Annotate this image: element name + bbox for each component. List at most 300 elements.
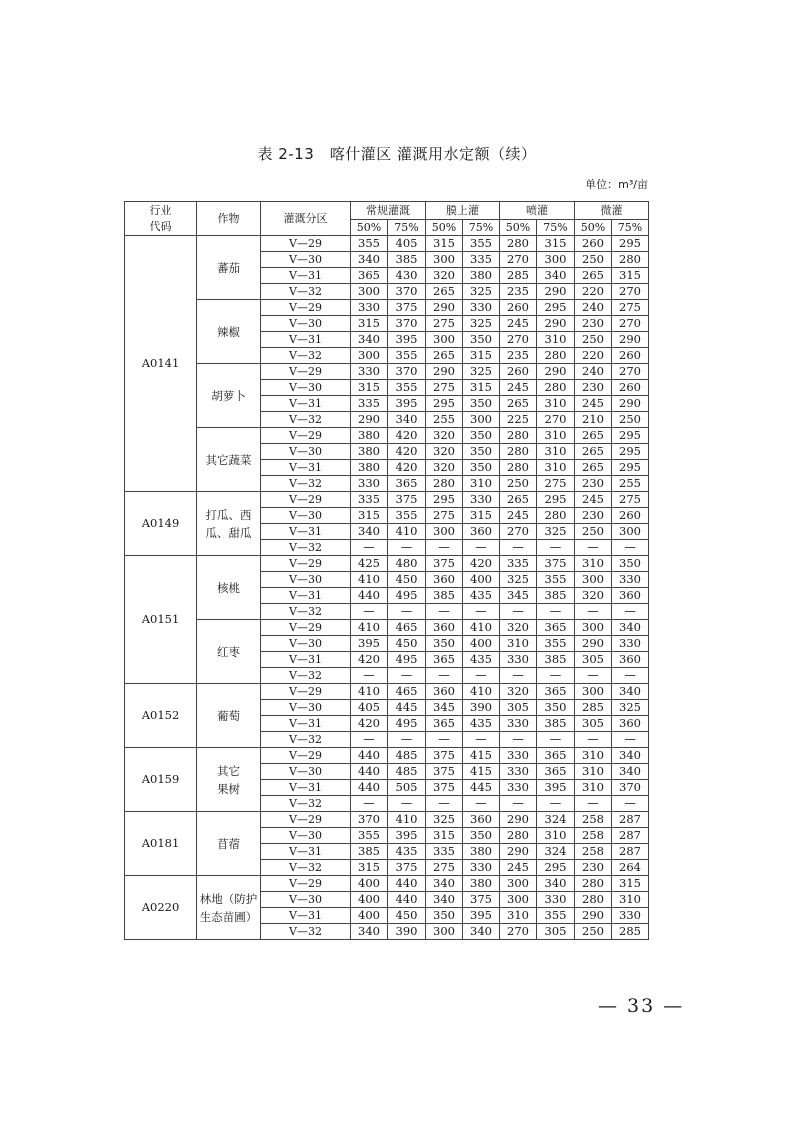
quota-value-cell: 295	[612, 428, 649, 444]
quota-value-cell: 315	[426, 828, 463, 844]
quota-value-cell: 305	[575, 652, 612, 668]
quota-value-cell: 335	[500, 556, 537, 572]
quota-value-cell: 330	[612, 636, 649, 652]
quota-value-cell: 258	[575, 828, 612, 844]
quota-value-cell: 275	[426, 860, 463, 876]
quota-value-cell: 395	[463, 908, 500, 924]
quota-value-cell: 400	[351, 908, 388, 924]
quota-value-cell: 245	[500, 380, 537, 396]
quota-value-cell: 290	[500, 844, 537, 860]
header-percent: 50%	[575, 220, 612, 236]
quota-value-cell: 270	[500, 252, 537, 268]
quota-value-cell: 350	[612, 556, 649, 572]
table-row	[125, 620, 649, 636]
quota-value-cell: —	[612, 732, 649, 748]
quota-value-cell: 280	[537, 380, 575, 396]
quota-value-cell: 320	[500, 620, 537, 636]
quota-value-cell: 340	[612, 620, 649, 636]
quota-value-cell: 440	[351, 764, 388, 780]
quota-value-cell: 365	[537, 764, 575, 780]
quota-value-cell: 385	[537, 652, 575, 668]
quota-value-cell: —	[351, 732, 388, 748]
zone-cell: V—29	[261, 748, 351, 764]
quota-value-cell: 270	[500, 332, 537, 348]
quota-value-cell: 350	[463, 428, 500, 444]
quota-value-cell: 324	[537, 844, 575, 860]
quota-value-cell: 330	[463, 300, 500, 316]
quota-value-cell: 350	[426, 908, 463, 924]
quota-value-cell: 265	[426, 348, 463, 364]
quota-value-cell: —	[537, 668, 575, 684]
table-row	[125, 684, 649, 700]
quota-value-cell: 350	[426, 636, 463, 652]
quota-value-cell: 280	[537, 348, 575, 364]
quota-value-cell: 325	[537, 524, 575, 540]
quota-value-cell: 375	[388, 300, 426, 316]
zone-cell: V—30	[261, 508, 351, 524]
industry-code-cell: A0159	[125, 748, 197, 812]
page-number: — 33 —	[598, 995, 685, 1017]
quota-value-cell: 310	[612, 892, 649, 908]
zone-cell: V—31	[261, 588, 351, 604]
quota-value-cell: 375	[426, 780, 463, 796]
quota-value-cell: 285	[500, 268, 537, 284]
header-percent: 50%	[500, 220, 537, 236]
header-method-micro: 微灌	[575, 202, 649, 220]
quota-value-cell: 440	[351, 748, 388, 764]
quota-value-cell: 330	[612, 908, 649, 924]
quota-value-cell: 330	[500, 764, 537, 780]
quota-value-cell: 250	[500, 476, 537, 492]
quota-value-cell: 420	[388, 444, 426, 460]
quota-value-cell: —	[612, 796, 649, 812]
quota-value-cell: 340	[612, 764, 649, 780]
industry-code-cell: A0152	[125, 684, 197, 748]
header-percent: 50%	[426, 220, 463, 236]
quota-value-cell: 220	[575, 284, 612, 300]
quota-value-cell: 280	[426, 476, 463, 492]
zone-cell: V—31	[261, 332, 351, 348]
quota-value-cell: 270	[500, 924, 537, 940]
quota-value-cell: 270	[500, 524, 537, 540]
quota-value-cell: 250	[612, 412, 649, 428]
zone-cell: V—30	[261, 764, 351, 780]
zone-cell: V—29	[261, 620, 351, 636]
quota-value-cell: 435	[463, 716, 500, 732]
zone-cell: V—29	[261, 300, 351, 316]
quota-value-cell: 280	[612, 252, 649, 268]
quota-value-cell: 355	[351, 828, 388, 844]
quota-value-cell: 310	[463, 476, 500, 492]
quota-value-cell: 325	[612, 700, 649, 716]
industry-code-cell: A0151	[125, 556, 197, 684]
quota-value-cell: 235	[500, 284, 537, 300]
zone-cell: V—29	[261, 236, 351, 252]
table-body	[125, 236, 649, 940]
header-method-sprinkler: 喷灌	[500, 202, 575, 220]
quota-value-cell: 355	[537, 572, 575, 588]
quota-value-cell: 300	[537, 252, 575, 268]
quota-value-cell: 250	[575, 252, 612, 268]
quota-value-cell: —	[575, 796, 612, 812]
quota-value-cell: 495	[388, 652, 426, 668]
quota-value-cell: 375	[388, 492, 426, 508]
quota-value-cell: 485	[388, 748, 426, 764]
quota-value-cell: 410	[463, 684, 500, 700]
quota-value-cell: 505	[388, 780, 426, 796]
quota-value-cell: 280	[500, 460, 537, 476]
quota-value-cell: 305	[575, 716, 612, 732]
quota-value-cell: 450	[388, 572, 426, 588]
quota-value-cell: 330	[500, 780, 537, 796]
quota-value-cell: 390	[388, 924, 426, 940]
quota-value-cell: 355	[388, 348, 426, 364]
crop-name-cell: 打瓜、西 瓜、甜瓜	[197, 492, 261, 556]
quota-value-cell: 355	[351, 236, 388, 252]
quota-value-cell: 365	[426, 652, 463, 668]
quota-value-cell: 260	[500, 364, 537, 380]
header-percent: 75%	[463, 220, 500, 236]
quota-value-cell: 330	[351, 476, 388, 492]
quota-value-cell: —	[388, 604, 426, 620]
zone-cell: V—31	[261, 844, 351, 860]
quota-value-cell: 435	[463, 588, 500, 604]
quota-value-cell: 445	[388, 700, 426, 716]
quota-value-cell: 340	[537, 268, 575, 284]
quota-value-cell: 375	[426, 764, 463, 780]
industry-code-cell: A0149	[125, 492, 197, 556]
quota-value-cell: 430	[388, 268, 426, 284]
quota-value-cell: 310	[575, 748, 612, 764]
zone-cell: V—31	[261, 652, 351, 668]
quota-value-cell: 310	[537, 460, 575, 476]
quota-value-cell: 240	[575, 364, 612, 380]
quota-value-cell: 240	[575, 300, 612, 316]
quota-value-cell: 355	[388, 380, 426, 396]
quota-value-cell: 335	[351, 492, 388, 508]
zone-cell: V—29	[261, 428, 351, 444]
zone-cell: V—31	[261, 780, 351, 796]
quota-value-cell: 290	[575, 636, 612, 652]
quota-value-cell: 355	[463, 236, 500, 252]
header-method-conventional: 常规灌溉	[351, 202, 426, 220]
quota-value-cell: —	[351, 540, 388, 556]
quota-value-cell: —	[426, 796, 463, 812]
quota-value-cell: 280	[537, 508, 575, 524]
quota-value-cell: 380	[463, 876, 500, 892]
quota-value-cell: 350	[463, 828, 500, 844]
quota-value-cell: 395	[388, 396, 426, 412]
quota-value-cell: 365	[388, 476, 426, 492]
quota-value-cell: —	[500, 732, 537, 748]
quota-value-cell: —	[537, 732, 575, 748]
quota-value-cell: 300	[351, 284, 388, 300]
quota-value-cell: 310	[537, 332, 575, 348]
zone-cell: V—32	[261, 924, 351, 940]
quota-value-cell: 315	[351, 508, 388, 524]
quota-value-cell: 360	[612, 588, 649, 604]
quota-value-cell: 295	[537, 300, 575, 316]
quota-value-cell: 440	[351, 780, 388, 796]
header-crop: 作物	[197, 202, 261, 236]
quota-value-cell: 280	[575, 892, 612, 908]
quota-value-cell: 300	[500, 892, 537, 908]
zone-cell: V—32	[261, 732, 351, 748]
table-header	[125, 202, 649, 236]
quota-value-cell: 335	[351, 396, 388, 412]
zone-cell: V—30	[261, 444, 351, 460]
quota-value-cell: 365	[351, 268, 388, 284]
quota-value-cell: 360	[463, 524, 500, 540]
quota-value-cell: —	[575, 668, 612, 684]
quota-value-cell: 280	[500, 428, 537, 444]
quota-value-cell: 410	[388, 524, 426, 540]
quota-value-cell: 340	[612, 684, 649, 700]
quota-value-cell: —	[351, 796, 388, 812]
quota-value-cell: 420	[351, 652, 388, 668]
table-row	[125, 364, 649, 380]
quota-value-cell: 485	[388, 764, 426, 780]
quota-value-cell: 245	[500, 860, 537, 876]
zone-cell: V—32	[261, 540, 351, 556]
quota-value-cell: 355	[537, 908, 575, 924]
quota-value-cell: 340	[351, 252, 388, 268]
quota-value-cell: 325	[426, 812, 463, 828]
zone-cell: V—32	[261, 796, 351, 812]
zone-cell: V—32	[261, 348, 351, 364]
quota-value-cell: 225	[500, 412, 537, 428]
quota-value-cell: 280	[500, 828, 537, 844]
quota-value-cell: 315	[537, 236, 575, 252]
quota-value-cell: 415	[463, 764, 500, 780]
quota-value-cell: 275	[426, 380, 463, 396]
quota-value-cell: —	[351, 668, 388, 684]
quota-value-cell: 295	[426, 396, 463, 412]
quota-value-cell: 375	[426, 556, 463, 572]
table-row	[125, 236, 649, 252]
quota-value-cell: 275	[537, 476, 575, 492]
quota-value-cell: 310	[500, 636, 537, 652]
quota-value-cell: 265	[575, 460, 612, 476]
quota-value-cell: 290	[612, 396, 649, 412]
quota-value-cell: 230	[575, 316, 612, 332]
quota-value-cell: 365	[537, 748, 575, 764]
table-title: 表 2-13 喀什灌区 灌溉用水定额（续）	[257, 145, 537, 163]
quota-value-cell: 340	[351, 524, 388, 540]
zone-cell: V—30	[261, 380, 351, 396]
quota-value-cell: 385	[537, 716, 575, 732]
quota-value-cell: 255	[612, 476, 649, 492]
header-percent: 75%	[537, 220, 575, 236]
quota-value-cell: 370	[388, 316, 426, 332]
quota-value-cell: 330	[351, 300, 388, 316]
quota-value-cell: —	[463, 540, 500, 556]
quota-value-cell: 315	[463, 508, 500, 524]
crop-name-cell: 其它 果树	[197, 748, 261, 812]
quota-value-cell: 315	[463, 380, 500, 396]
quota-value-cell: 380	[351, 428, 388, 444]
quota-value-cell: 435	[388, 844, 426, 860]
quota-value-cell: 320	[426, 444, 463, 460]
quota-value-cell: 330	[612, 572, 649, 588]
quota-value-cell: 325	[463, 364, 500, 380]
quota-value-cell: 360	[612, 652, 649, 668]
zone-cell: V—29	[261, 364, 351, 380]
quota-value-cell: 340	[388, 412, 426, 428]
quota-value-cell: 310	[575, 556, 612, 572]
quota-value-cell: 380	[351, 460, 388, 476]
quota-value-cell: 310	[575, 764, 612, 780]
quota-value-cell: —	[463, 604, 500, 620]
quota-value-cell: 330	[537, 892, 575, 908]
quota-value-cell: 420	[388, 428, 426, 444]
quota-value-cell: 340	[426, 892, 463, 908]
quota-value-cell: 400	[351, 892, 388, 908]
quota-value-cell: 290	[537, 364, 575, 380]
zone-cell: V—32	[261, 476, 351, 492]
zone-cell: V—30	[261, 700, 351, 716]
quota-value-cell: 270	[612, 364, 649, 380]
quota-value-cell: 440	[351, 588, 388, 604]
quota-value-cell: 440	[388, 892, 426, 908]
quota-value-cell: 495	[388, 716, 426, 732]
zone-cell: V—31	[261, 524, 351, 540]
quota-value-cell: 320	[426, 268, 463, 284]
quota-value-cell: 275	[426, 508, 463, 524]
quota-value-cell: 355	[388, 508, 426, 524]
quota-value-cell: 260	[500, 300, 537, 316]
quota-value-cell: 260	[575, 236, 612, 252]
quota-value-cell: 324	[537, 812, 575, 828]
quota-value-cell: 305	[537, 924, 575, 940]
table-row	[125, 428, 649, 444]
quota-value-cell: —	[500, 668, 537, 684]
quota-value-cell: 330	[463, 860, 500, 876]
quota-value-cell: —	[612, 540, 649, 556]
quota-value-cell: 295	[426, 492, 463, 508]
quota-value-cell: 265	[575, 444, 612, 460]
crop-name-cell: 胡萝卜	[197, 364, 261, 428]
quota-value-cell: 315	[463, 348, 500, 364]
quota-value-cell: 325	[463, 316, 500, 332]
quota-value-cell: —	[500, 540, 537, 556]
quota-value-cell: 450	[388, 908, 426, 924]
quota-value-cell: —	[426, 604, 463, 620]
quota-value-cell: 287	[612, 812, 649, 828]
quota-value-cell: —	[575, 604, 612, 620]
quota-value-cell: —	[463, 796, 500, 812]
quota-value-cell: 290	[537, 284, 575, 300]
header-percent: 75%	[388, 220, 426, 236]
quota-value-cell: 315	[351, 316, 388, 332]
quota-value-cell: 315	[351, 380, 388, 396]
quota-value-cell: 280	[575, 876, 612, 892]
quota-value-cell: —	[537, 796, 575, 812]
quota-value-cell: 290	[351, 412, 388, 428]
zone-cell: V—29	[261, 684, 351, 700]
quota-value-cell: 325	[500, 572, 537, 588]
quota-value-cell: 390	[463, 700, 500, 716]
crop-name-cell: 苜蓿	[197, 812, 261, 876]
quota-value-cell: —	[463, 668, 500, 684]
quota-value-cell: 395	[388, 828, 426, 844]
quota-value-cell: 265	[426, 284, 463, 300]
quota-value-cell: —	[388, 732, 426, 748]
quota-value-cell: —	[388, 540, 426, 556]
header-percent: 50%	[351, 220, 388, 236]
quota-value-cell: 260	[612, 380, 649, 396]
quota-value-cell: 258	[575, 844, 612, 860]
quota-value-cell: 315	[612, 876, 649, 892]
quota-value-cell: 410	[351, 620, 388, 636]
quota-value-cell: —	[388, 796, 426, 812]
quota-value-cell: 385	[351, 844, 388, 860]
quota-value-cell: 465	[388, 620, 426, 636]
zone-cell: V—32	[261, 668, 351, 684]
quota-value-cell: 295	[612, 460, 649, 476]
quota-value-cell: 230	[575, 860, 612, 876]
quota-value-cell: 300	[426, 524, 463, 540]
quota-value-cell: 445	[463, 780, 500, 796]
quota-value-cell: —	[537, 604, 575, 620]
zone-cell: V—31	[261, 908, 351, 924]
quota-value-cell: 355	[537, 636, 575, 652]
quota-value-cell: 245	[500, 508, 537, 524]
quota-value-cell: 315	[612, 268, 649, 284]
quota-value-cell: 280	[500, 444, 537, 460]
zone-cell: V—31	[261, 268, 351, 284]
table-row	[125, 748, 649, 764]
quota-value-cell: 360	[612, 716, 649, 732]
quota-value-cell: 400	[463, 572, 500, 588]
quota-value-cell: 405	[351, 700, 388, 716]
quota-value-cell: 350	[463, 444, 500, 460]
quota-value-cell: 295	[537, 860, 575, 876]
quota-value-cell: 395	[388, 332, 426, 348]
quota-value-cell: 300	[351, 348, 388, 364]
quota-value-cell: 410	[351, 572, 388, 588]
table-row	[125, 812, 649, 828]
quota-value-cell: 290	[426, 300, 463, 316]
quota-value-cell: 375	[426, 748, 463, 764]
quota-value-cell: 290	[537, 316, 575, 332]
crop-name-cell: 其它蔬菜	[197, 428, 261, 492]
quota-value-cell: 295	[612, 444, 649, 460]
quota-value-cell: 340	[351, 332, 388, 348]
quota-value-cell: 425	[351, 556, 388, 572]
quota-value-cell: —	[426, 668, 463, 684]
quota-value-cell: 220	[575, 348, 612, 364]
zone-cell: V—30	[261, 252, 351, 268]
industry-code-cell: A0141	[125, 236, 197, 492]
quota-value-cell: 235	[500, 348, 537, 364]
zone-cell: V—30	[261, 636, 351, 652]
quota-value-cell: 260	[612, 348, 649, 364]
quota-value-cell: 290	[575, 908, 612, 924]
quota-value-cell: 370	[388, 364, 426, 380]
quota-value-cell: 300	[575, 572, 612, 588]
quota-value-cell: 420	[388, 460, 426, 476]
quota-value-cell: —	[426, 732, 463, 748]
quota-value-cell: 280	[500, 236, 537, 252]
zone-cell: V—29	[261, 876, 351, 892]
industry-code-cell: A0181	[125, 812, 197, 876]
header-method-film: 膜上灌	[426, 202, 500, 220]
crop-name-cell: 林地（防护 生态苗圃）	[197, 876, 261, 940]
quota-value-cell: 340	[463, 924, 500, 940]
quota-value-cell: 270	[612, 316, 649, 332]
quota-value-cell: 325	[463, 284, 500, 300]
